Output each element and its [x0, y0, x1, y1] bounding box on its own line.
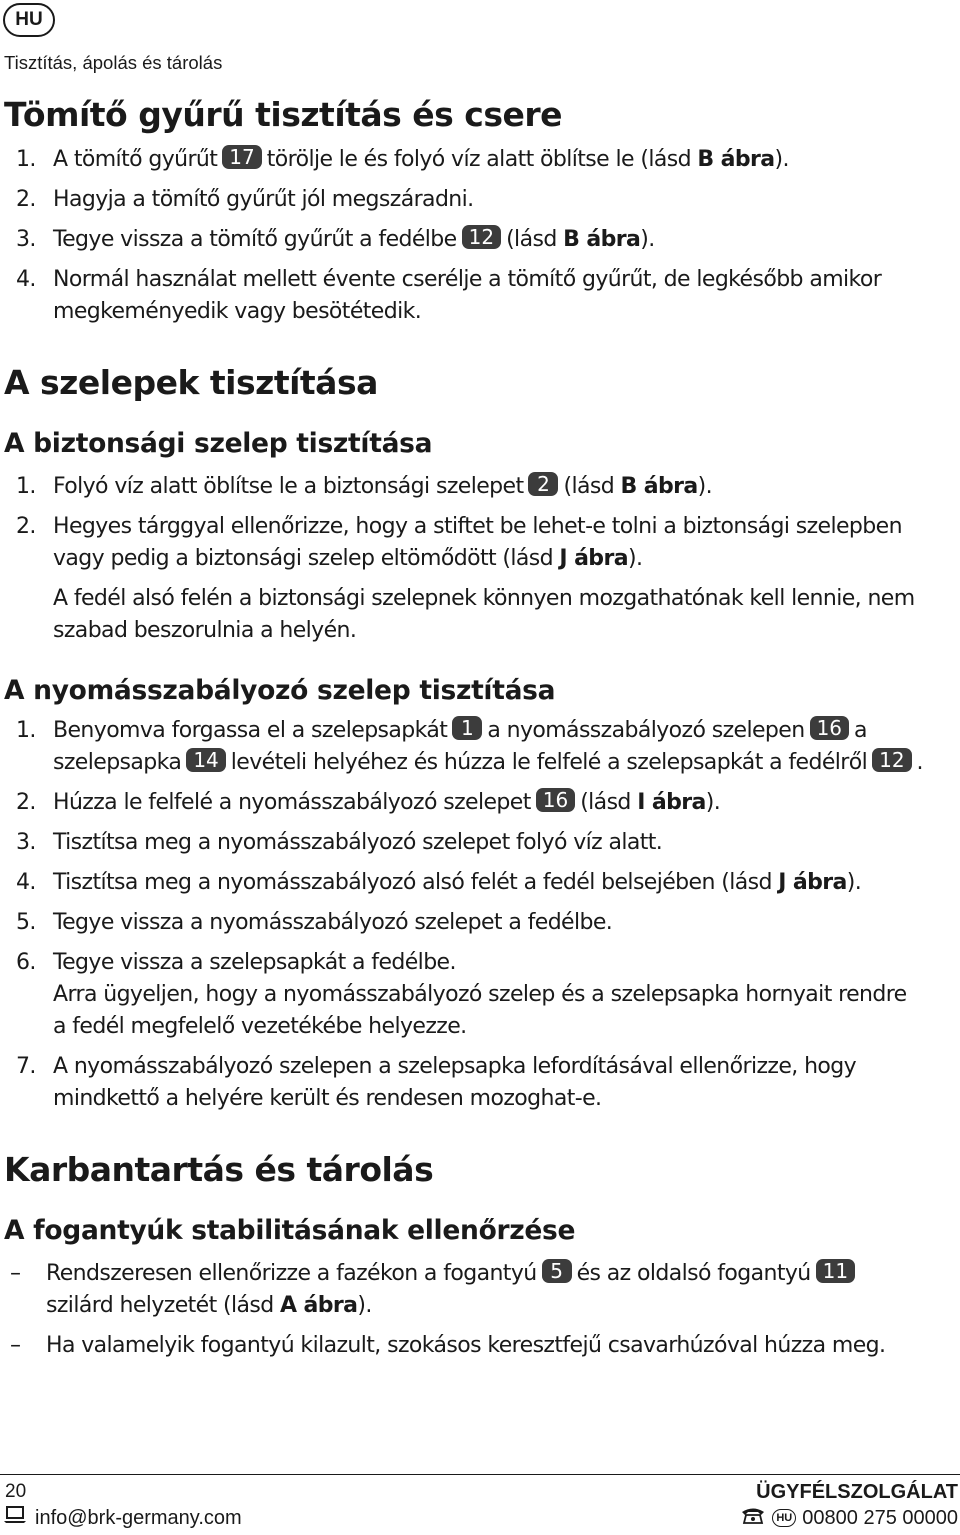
- step-text: Hegyes tárggyal ellenőrizze, hogy a stiftet be lehet-e tolni a biztonsági szelepben: [53, 514, 902, 539]
- safety-step-1: [16, 472, 712, 502]
- safety-valve-title: A biztonsági szelep tisztítása: [4, 428, 433, 459]
- safety-step-2: [16, 512, 902, 542]
- pressure-step-1-cont: [53, 748, 923, 778]
- step-text: ).: [705, 790, 721, 815]
- gasket-step-3: [16, 225, 655, 255]
- pressure-step-5: [16, 908, 612, 938]
- step-number: 3.: [16, 227, 36, 252]
- step-text: Tegye vissza a szelepsapkát a fedélbe.: [53, 950, 456, 975]
- step-text: Normál használat mellett évente cserélje a tömítő gyűrűt, de legkésőbb amikor: [53, 267, 882, 292]
- laptop-icon: [3, 1505, 27, 1531]
- step-text: (lásd: [563, 474, 615, 499]
- step-number: 6.: [16, 950, 36, 975]
- part-number-badge: 16: [536, 788, 575, 812]
- step-text: törölje le és folyó víz alatt öblítse le (lásd: [266, 147, 691, 172]
- figure-ref: B ábra: [697, 147, 775, 172]
- step-text: A tömítő gyűrűt: [53, 147, 218, 172]
- part-number-badge: 2: [528, 472, 558, 496]
- gasket-step-4: [16, 265, 881, 295]
- language-badge: HU: [3, 3, 55, 37]
- step-text: Húzza le felfelé a nyomásszabályozó szelepet: [53, 790, 531, 815]
- figure-ref: B ábra: [563, 227, 641, 252]
- step-text: Tegye vissza a nyomásszabályozó szelepet a fedélbe.: [53, 910, 613, 935]
- step-text: levételi helyéhez és húzza le felfelé a szelepsapkát a fedélről: [230, 750, 868, 775]
- figure-ref: I ábra: [637, 790, 706, 815]
- step-text: a nyomásszabályozó szelepen: [487, 718, 805, 743]
- step-text: Tisztítsa meg a nyomásszabályozó szelepet folyó víz alatt.: [53, 830, 663, 855]
- footer-divider: [0, 1474, 960, 1475]
- pressure-step-7-cont: mindkettő a helyére került és rendesen mozoghat-e.: [53, 1086, 602, 1111]
- country-badge: HU: [772, 1509, 796, 1527]
- gasket-step-4-cont: megkeményedik vagy besötétedik.: [53, 299, 422, 324]
- step-number: 2.: [16, 514, 36, 539]
- part-number-badge: 11: [816, 1259, 855, 1283]
- step-number: 4.: [16, 870, 36, 895]
- part-number-badge: 12: [872, 748, 911, 772]
- step-text: Tegye vissza a tömítő gyűrűt a fedélbe: [53, 227, 457, 252]
- safety-step-2-cont: [53, 544, 642, 574]
- step-text: Benyomva forgassa el a szelepsapkát: [53, 718, 448, 743]
- step-text: (lásd: [506, 227, 557, 252]
- handles-item-1: [10, 1259, 860, 1289]
- step-text: (lásd: [580, 790, 631, 815]
- part-number-badge: 16: [810, 716, 849, 740]
- part-number-badge: 17: [222, 145, 261, 169]
- gasket-step-2: [16, 185, 474, 215]
- step-text: vagy pedig a biztonsági szelep eltömődött (lásd: [53, 546, 554, 571]
- item-text: Rendszeresen ellenőrizze a fazékon a fogantyú: [46, 1261, 537, 1286]
- phone-number[interactable]: 00800 275 00000: [802, 1506, 958, 1529]
- step-text: Folyó víz alatt öblítse le a biztonsági szelepet: [53, 474, 524, 499]
- customer-service-title: ÜGYFÉLSZOLGÁLAT: [756, 1481, 958, 1503]
- step-text: A nyomásszabályozó szelepen a szelepsapka lefordításával ellenőrizze, hogy: [53, 1054, 857, 1079]
- pressure-step-2: [16, 788, 720, 818]
- pressure-step-6-note-1: Arra ügyeljen, hogy a nyomásszabályozó szelep és a szelepsapka hornyait rendre: [53, 982, 907, 1007]
- step-text: ).: [846, 870, 862, 895]
- step-text: .: [916, 750, 923, 775]
- page-number: 20: [5, 1481, 27, 1502]
- pressure-step-1: [16, 716, 867, 746]
- step-number: 2.: [16, 187, 36, 212]
- maintenance-title: Karbantartás és tárolás: [4, 1150, 434, 1189]
- pressure-step-6: [16, 948, 456, 978]
- gasket-title: Tömítő gyűrű tisztítás és csere: [4, 95, 563, 134]
- part-number-badge: 1: [452, 716, 482, 740]
- figure-ref: B ábra: [620, 474, 698, 499]
- step-number: 2.: [16, 790, 36, 815]
- step-number: 1.: [16, 147, 36, 172]
- email-link[interactable]: info@brk-germany.com: [35, 1506, 242, 1529]
- handles-item-1-cont: [46, 1291, 372, 1321]
- step-number: 1.: [16, 474, 36, 499]
- step-text: szelepsapka: [53, 750, 182, 775]
- step-text: ).: [640, 227, 655, 252]
- handles-item-2: [10, 1331, 885, 1361]
- item-text: szilárd helyzetét (lásd: [46, 1293, 274, 1318]
- part-number-badge: 5: [542, 1259, 572, 1283]
- step-text: ).: [697, 474, 713, 499]
- step-number: 4.: [16, 267, 36, 292]
- figure-ref: J ábra: [559, 546, 628, 571]
- pressure-step-7: [16, 1052, 856, 1082]
- step-text: ).: [774, 147, 789, 172]
- item-text: ).: [357, 1293, 372, 1318]
- step-text: Tisztítsa meg a nyomásszabályozó alsó felét a fedél belsejében (lásd: [53, 870, 772, 895]
- item-text: és az oldalsó fogantyú: [576, 1261, 811, 1286]
- pressure-step-3: [16, 828, 662, 858]
- part-number-badge: 12: [462, 225, 501, 249]
- pressure-step-6-note-2: a fedél megfelelő vezetékébe helyezze.: [53, 1014, 467, 1039]
- bullet-dash: –: [10, 1333, 21, 1358]
- safety-note-line-1: A fedél alsó felén a biztonsági szelepnek könnyen mozgathatónak kell lennie, nem: [53, 586, 915, 611]
- section-label: Tisztítás, ápolás és tárolás: [4, 52, 223, 73]
- step-text: ).: [627, 546, 643, 571]
- valves-title: A szelepek tisztítása: [4, 363, 378, 402]
- step-number: 1.: [16, 718, 36, 743]
- bullet-dash: –: [10, 1261, 21, 1286]
- step-text: a: [854, 718, 867, 743]
- figure-ref: J ábra: [778, 870, 847, 895]
- pressure-valve-title: A nyomásszabályozó szelep tisztítása: [4, 675, 556, 706]
- contact-email: [3, 1505, 242, 1531]
- step-number: 7.: [16, 1054, 36, 1079]
- part-number-badge: 14: [186, 748, 225, 772]
- contact-phone: [740, 1505, 958, 1531]
- step-text: Hagyja a tömítő gyűrűt jól megszáradni.: [53, 187, 474, 212]
- phone-icon: [740, 1505, 766, 1531]
- handles-title: A fogantyúk stabilitásának ellenőrzése: [4, 1215, 576, 1246]
- safety-note-line-2: szabad beszorulnia a helyén.: [53, 618, 357, 643]
- pressure-step-4: [16, 868, 861, 898]
- gasket-step-1: [16, 145, 789, 175]
- item-text: Ha valamelyik fogantyú kilazult, szokásos keresztfejű csavarhúzóval húzza meg.: [46, 1333, 886, 1358]
- step-number: 5.: [16, 910, 36, 935]
- figure-ref: A ábra: [280, 1293, 358, 1318]
- step-number: 3.: [16, 830, 36, 855]
